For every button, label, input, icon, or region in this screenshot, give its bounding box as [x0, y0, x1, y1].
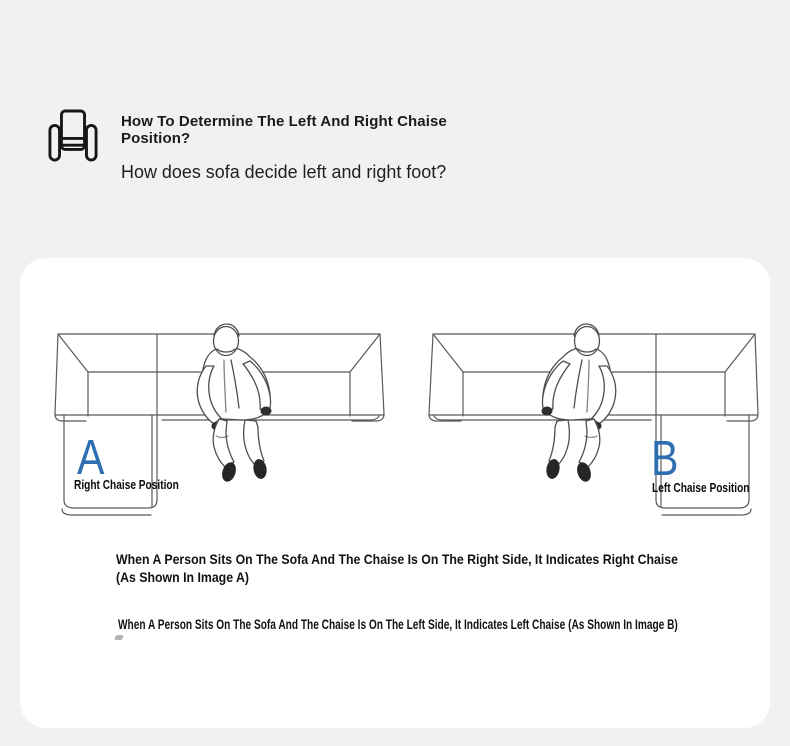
- note-right-chaise: When A Person Sits On The Sofa And The Chaise Is On The Right Side, It Indicates Right Chaise (As Shown In Image A): [116, 551, 679, 585]
- diagram-a-letter: A: [77, 431, 105, 485]
- page-subtitle: How does sofa decide left and right foot?: [121, 161, 447, 182]
- note-left-chaise: When A Person Sits On The Sofa And The Chaise Is On The Left Side, It Indicates Left Chaise (As Shown In Image B): [118, 617, 678, 632]
- diagram-b-caption: Left Chaise Position: [652, 480, 750, 495]
- diagram-b-letter: B: [651, 432, 679, 486]
- diagram-a-caption: Right Chaise Position: [74, 477, 179, 492]
- page-title: How To Determine The Left And Right Chaise Position?: [121, 113, 447, 147]
- smudge-artifact: [114, 635, 124, 640]
- armchair-icon: [48, 108, 98, 164]
- info-card: [20, 258, 770, 728]
